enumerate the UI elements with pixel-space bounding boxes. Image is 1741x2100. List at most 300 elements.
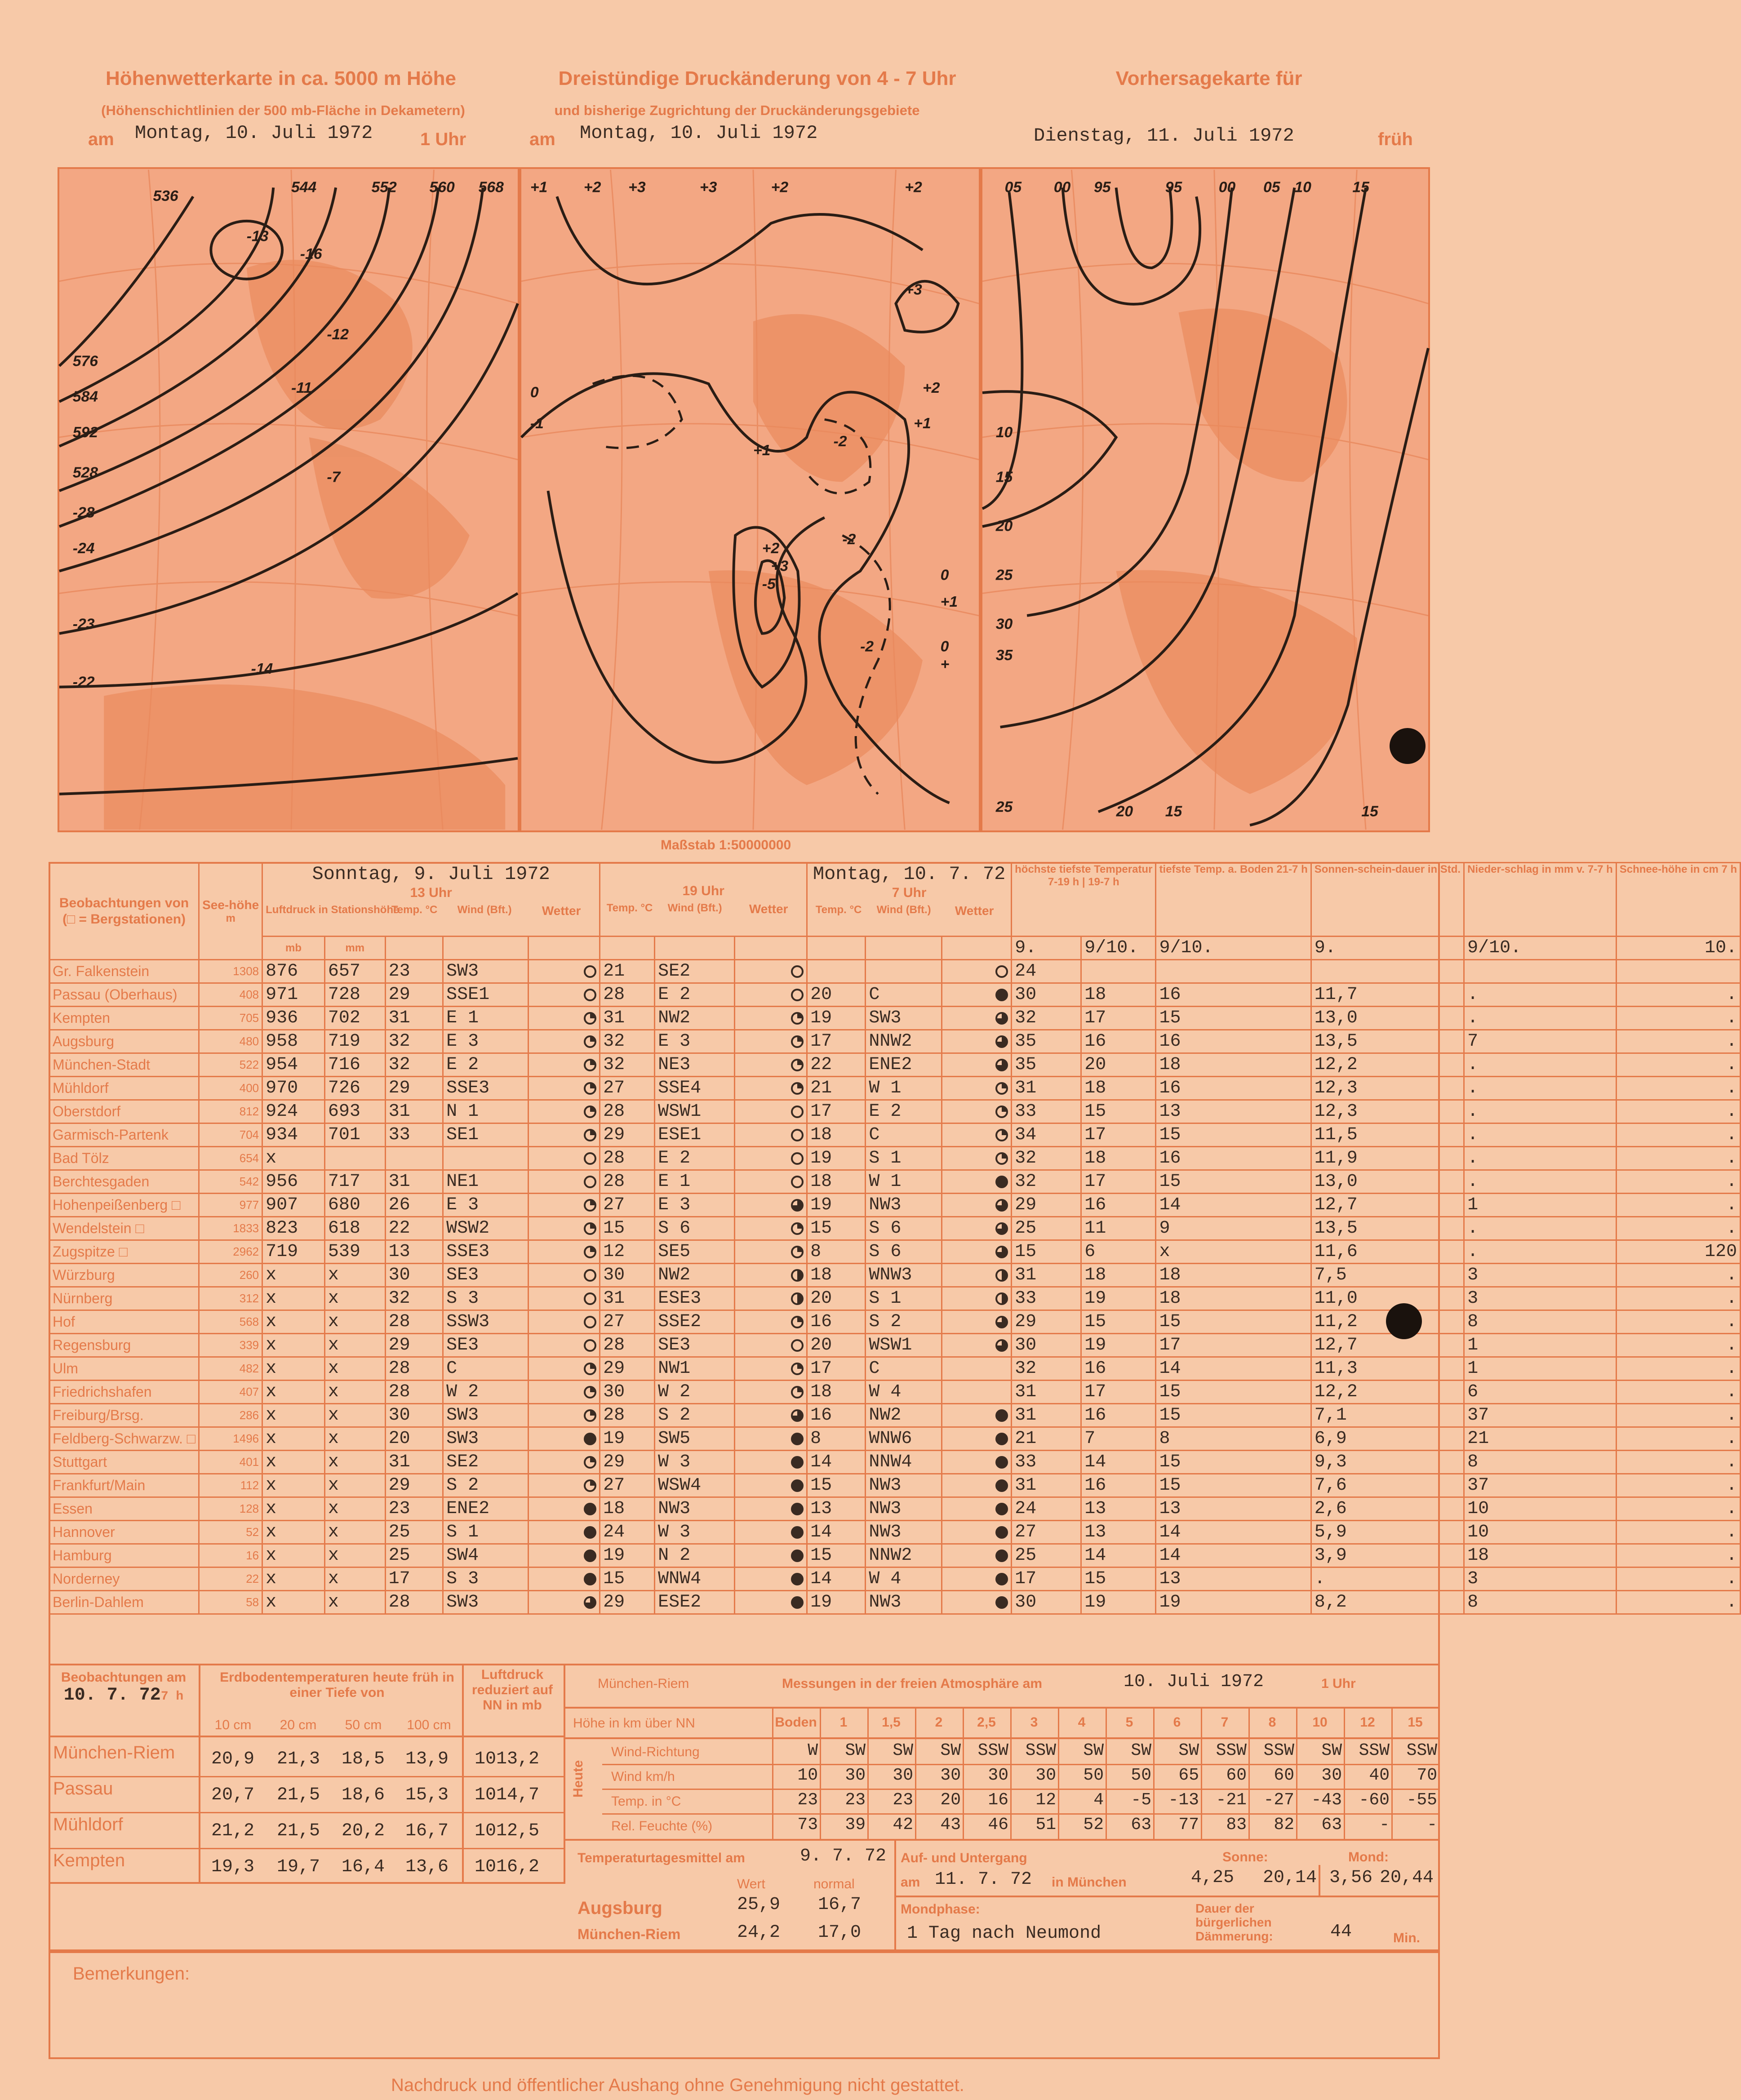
wind-19: S 2 [655, 1404, 735, 1427]
weather-7 [942, 1287, 1012, 1310]
temp-13: 28 [385, 1591, 443, 1614]
aero-value: 43 [940, 1815, 961, 1834]
sunshine: 12,7 [1311, 1334, 1464, 1357]
pressure-mm: x [324, 1381, 385, 1404]
weather-7 [942, 1427, 1012, 1451]
weather-7-icon [995, 1246, 1008, 1258]
temp-13 [385, 1147, 443, 1170]
soil-time: 7 h [160, 1690, 184, 1704]
weather-19 [734, 1310, 807, 1334]
snow: . [1616, 1170, 1740, 1194]
temp-7: 22 [807, 1053, 866, 1077]
mb-unit: mb [262, 937, 325, 960]
aero-value: 12 [1035, 1790, 1056, 1810]
temp-19: 30 [600, 1264, 655, 1287]
weather-7 [942, 1264, 1012, 1287]
wind-19: NW1 [655, 1357, 735, 1381]
sun-label: Sonne: [1222, 1850, 1268, 1865]
weather-13 [528, 1287, 600, 1310]
pressure-mm: 716 [324, 1053, 385, 1077]
map2-label-5: +2 [905, 178, 922, 196]
aero-title: Messungen in der freien Atmosphäre am [782, 1676, 1043, 1691]
temp-min: 19 [1081, 1287, 1156, 1310]
weather-7-icon [995, 1292, 1008, 1305]
soil-temp: 20,9 [211, 1749, 255, 1769]
aero-height-label: Höhe in km über NN [573, 1716, 695, 1731]
map2-label-11: +1 [753, 441, 771, 459]
temp-7: 14 [807, 1521, 866, 1544]
weather-13 [528, 1427, 600, 1451]
aero-value: 63 [1321, 1815, 1342, 1834]
soil-temp: 19,3 [211, 1857, 255, 1877]
date-min: 9/10. [1081, 937, 1156, 960]
map2-label-4: +2 [771, 178, 789, 196]
pressure-mb: 956 [262, 1170, 325, 1194]
sunshine: 7,5 [1311, 1264, 1464, 1287]
weather-19-icon [791, 1363, 804, 1375]
snow: . [1616, 1357, 1740, 1381]
map3-label-15: 20 [1116, 803, 1133, 820]
station-name: Wendelstein □ [49, 1217, 199, 1240]
temp-7: 8 [807, 1240, 866, 1264]
h2-spacer-3 [528, 937, 600, 960]
temp-13: 31 [385, 1100, 443, 1123]
aero-height: 15 [1408, 1715, 1423, 1730]
weather-7-icon [995, 1573, 1008, 1585]
station-name: Kempten [49, 1007, 199, 1030]
table-row [49, 1170, 1741, 1194]
temp-ground: 15 [1156, 1123, 1311, 1147]
weather-13 [528, 1007, 600, 1030]
map1-label-12: -22 [72, 673, 95, 691]
weather-13 [528, 1264, 600, 1287]
maxmin-sub: 7-19 h | 19-7 h [1048, 875, 1119, 888]
pressure-mb: x [262, 1147, 325, 1170]
temp-min: 19 [1081, 1591, 1156, 1614]
footer-note: Nachdruck und öffentlicher Aushang ohne Genehmigung nicht gestattet. [391, 2075, 964, 2095]
aero-height: 1,5 [882, 1715, 901, 1730]
soil-station-name: Mühldorf [53, 1815, 123, 1834]
table-row [49, 1264, 1741, 1287]
daemmerung: 44 [1330, 1922, 1352, 1942]
temp-19: 27 [600, 1077, 655, 1100]
table-row [49, 1427, 1741, 1451]
map2-label-18: 0 [940, 566, 949, 584]
temp-7: 20 [807, 1287, 866, 1310]
temp-19: 28 [600, 1100, 655, 1123]
wind-13: S 1 [443, 1521, 529, 1544]
pressure-mb: 719 [262, 1240, 325, 1264]
temp-max: 31 [1012, 1264, 1081, 1287]
weather-7-icon [995, 1409, 1008, 1422]
precip: 1 [1464, 1194, 1617, 1217]
precip: . [1464, 1170, 1617, 1194]
temp-max: 30 [1012, 1334, 1081, 1357]
map1-subtitle: (Höhenschichtlinien der 500 mb-Fläche in Dekametern) [101, 102, 465, 118]
station-name: Ulm [49, 1357, 199, 1381]
pressure-mm: 657 [324, 960, 385, 983]
weather-19 [734, 1334, 807, 1357]
temp-19: 27 [600, 1310, 655, 1334]
map1-label-0: 536 [153, 187, 178, 205]
soil-station-name: München-Riem [53, 1743, 175, 1763]
date-boden: 9/10. [1156, 937, 1311, 960]
sunshine: 12,3 [1311, 1100, 1464, 1123]
aero-value: 46 [988, 1815, 1008, 1834]
weather-13 [528, 1497, 600, 1521]
weather-7 [942, 1053, 1012, 1077]
station-name: Frankfurt/Main [49, 1474, 199, 1497]
wind-19: N 2 [655, 1544, 735, 1567]
sunshine: . [1311, 1567, 1464, 1591]
pressure-mb: x [262, 1451, 325, 1474]
pressure-mb: x [262, 1381, 325, 1404]
weather-13 [528, 1147, 600, 1170]
aero-row-divider [602, 1764, 1440, 1765]
station-height: 339 [199, 1334, 262, 1357]
date-snow: 10. [1616, 937, 1740, 960]
wetter19-label: Wetter [749, 902, 788, 916]
temp-max: 25 [1012, 1217, 1081, 1240]
wind-13: SW3 [443, 1404, 529, 1427]
map1-label-5: 576 [72, 352, 98, 370]
table-row [49, 1030, 1741, 1053]
precip: . [1464, 1077, 1617, 1100]
soil-temp: 16,7 [405, 1821, 449, 1841]
pressure-mb: 954 [262, 1053, 325, 1077]
station-height: 286 [199, 1404, 262, 1427]
temp-ground: 9 [1156, 1217, 1311, 1240]
weather-13-icon [584, 1526, 596, 1539]
aero-value: 83 [1226, 1815, 1247, 1834]
weather-19-icon [791, 1059, 804, 1071]
map2-label-16: +1 [940, 593, 958, 611]
soil-temp: 20,7 [211, 1785, 255, 1805]
weather-19-icon [791, 1573, 804, 1585]
temp-7: 18 [807, 1170, 866, 1194]
weather-7 [942, 1334, 1012, 1357]
temp-7: 21 [807, 1077, 866, 1100]
aero-value: 42 [893, 1815, 913, 1834]
wind-7: NW2 [866, 1404, 942, 1427]
map3-label-1: 00 [1053, 178, 1071, 196]
weather-7 [942, 1170, 1012, 1194]
aero-station: München-Riem [598, 1676, 689, 1691]
temp-7: 17 [807, 1100, 866, 1123]
station-height: 112 [199, 1474, 262, 1497]
weather-19 [734, 1381, 807, 1404]
soil-date-line [54, 1685, 193, 1705]
weather-7 [942, 1591, 1012, 1614]
pressure-mm: 701 [324, 1123, 385, 1147]
soil-temp: 16,4 [342, 1857, 385, 1877]
h2-spacer-2 [443, 937, 529, 960]
temp-13: 25 [385, 1544, 443, 1567]
map2-label-13: +2 [762, 540, 780, 557]
station-height: 1308 [199, 960, 262, 983]
station-name: Gr. Falkenstein [49, 960, 199, 983]
tm-station: Augsburg [577, 1898, 662, 1918]
table-row [49, 1357, 1741, 1381]
weather-19-icon [791, 965, 804, 978]
weather-19-icon [791, 1199, 804, 1212]
temp-7: 14 [807, 1451, 866, 1474]
table-row [49, 1567, 1741, 1591]
wind-7: C [866, 1123, 942, 1147]
weather-13 [528, 1381, 600, 1404]
weather-7 [942, 1474, 1012, 1497]
sunshine: 3,9 [1311, 1544, 1464, 1567]
map3-label-11: 25 [995, 566, 1013, 584]
weather-19-icon [791, 1082, 804, 1095]
aero-value: 51 [1035, 1815, 1056, 1834]
map1-label-6: 584 [72, 388, 98, 405]
snow: . [1616, 1567, 1740, 1591]
precip: 1 [1464, 1357, 1617, 1381]
weather-7 [942, 1147, 1012, 1170]
sunshine: 9,3 [1311, 1451, 1464, 1474]
hole-punch-bottom [1386, 1303, 1422, 1339]
snow: . [1616, 1053, 1740, 1077]
temp-19: 29 [600, 1451, 655, 1474]
temp19-label: Temp. °C [606, 902, 653, 914]
snow: . [1616, 1404, 1740, 1427]
pressure-mb: x [262, 1497, 325, 1521]
temp-7: 13 [807, 1497, 866, 1521]
weather-13 [528, 1217, 600, 1240]
weather-7-icon [995, 1035, 1008, 1048]
temp-max: 32 [1012, 1357, 1081, 1381]
temp-min: 16 [1081, 1357, 1156, 1381]
map1-label-16: -11 [291, 379, 312, 396]
sunday-date: Sonntag, 9. Juli 1972 [312, 863, 550, 885]
temp-7: 18 [807, 1123, 866, 1147]
temp-ground: 16 [1156, 1147, 1311, 1170]
aero-row-divider [602, 1789, 1440, 1790]
weather-19-icon [791, 1479, 804, 1492]
temp-7: 20 [807, 1334, 866, 1357]
wind-13: C [443, 1357, 529, 1381]
map2-label-7: +2 [922, 379, 940, 396]
aero-height: 10 [1312, 1715, 1328, 1730]
map2-label-6: +3 [905, 281, 922, 298]
temp-13: 23 [385, 960, 443, 983]
pressure-mb: x [262, 1287, 325, 1310]
aero-divider-top [565, 1707, 1440, 1709]
weather-7 [942, 1521, 1012, 1544]
tagesmittel-title: Temperaturtagesmittel am [577, 1851, 745, 1865]
weather-7 [942, 960, 1012, 983]
h2-spacer-5 [655, 937, 735, 960]
station-name: Stuttgart [49, 1451, 199, 1474]
precip: 3 [1464, 1567, 1617, 1591]
temp-max: 27 [1012, 1521, 1081, 1544]
wind-19: SSE2 [655, 1310, 735, 1334]
wind-13: ENE2 [443, 1497, 529, 1521]
pressure-mm: 717 [324, 1170, 385, 1194]
temp-max: 30 [1012, 983, 1081, 1007]
aero-value: 30 [1035, 1766, 1056, 1785]
soil-temp: 21,5 [277, 1785, 320, 1805]
tm-normal: 17,0 [818, 1922, 862, 1943]
weather-13-icon [584, 1573, 596, 1585]
temp-7: 15 [807, 1217, 866, 1240]
temp-max: 24 [1012, 960, 1081, 983]
aero-value: 65 [1178, 1766, 1199, 1785]
wind-7: NW3 [866, 1474, 942, 1497]
time-13: 13 Uhr [410, 885, 452, 900]
pressure-mb: x [262, 1334, 325, 1357]
weather-19 [734, 1497, 807, 1521]
weather-19-icon [791, 1596, 804, 1609]
sunmoon-title: Auf- und Untergang [901, 1851, 1027, 1865]
aero-value: SSW [1216, 1741, 1247, 1760]
temp-ground: 15 [1156, 1404, 1311, 1427]
wind-19: ESE3 [655, 1287, 735, 1310]
temp-7: 15 [807, 1544, 866, 1567]
wind-19: W 3 [655, 1451, 735, 1474]
weather-7-icon [995, 1596, 1008, 1609]
aero-value: SW [1321, 1741, 1342, 1760]
temp-13: 13 [385, 1240, 443, 1264]
wind-19: SE5 [655, 1240, 735, 1264]
temp-min: 17 [1081, 1381, 1156, 1404]
temp-ground: 15 [1156, 1170, 1311, 1194]
temp-min: 17 [1081, 1007, 1156, 1030]
precip: 10 [1464, 1521, 1617, 1544]
pressure-mb: x [262, 1404, 325, 1427]
station-height: 568 [199, 1310, 262, 1334]
weather-7-icon [995, 1316, 1008, 1328]
temp-max: 34 [1012, 1123, 1081, 1147]
temp-19: 27 [600, 1194, 655, 1217]
weather-7-icon [995, 1433, 1008, 1445]
station-height: 1496 [199, 1427, 262, 1451]
temp-max: 35 [1012, 1030, 1081, 1053]
temp-min: 6 [1081, 1240, 1156, 1264]
wind-7: NW3 [866, 1497, 942, 1521]
weather-7-icon [995, 1479, 1008, 1492]
tm-wert: 25,9 [737, 1895, 781, 1915]
soil-station-name: Passau [53, 1779, 113, 1798]
soil-row-divider [49, 1776, 565, 1777]
map2-title: Dreistündige Druckänderung von 4 - 7 Uhr [558, 67, 956, 89]
station-height: 407 [199, 1381, 262, 1404]
temp-13: 30 [385, 1404, 443, 1427]
wind-13: SE3 [443, 1264, 529, 1287]
wind-7: W 1 [866, 1170, 942, 1194]
col-station-note: (□ = Bergstationen) [62, 911, 186, 927]
aero-value: SW [845, 1741, 866, 1760]
temp-7 [807, 960, 866, 983]
weather-13-icon [584, 1503, 596, 1515]
map1-labels [73, 178, 504, 690]
map2-label-17: -5 [762, 575, 776, 593]
maxmin-label: höchste tiefste Temperatur [1015, 863, 1153, 875]
aero-value: 70 [1417, 1766, 1437, 1785]
aero-value: 39 [845, 1815, 866, 1834]
temp-13: 28 [385, 1310, 443, 1334]
map1-label-17: -7 [327, 468, 341, 486]
weather-19-icon [791, 1339, 804, 1352]
station-name: Feldberg-Schwarzw. □ [49, 1427, 199, 1451]
pressure-mm: x [324, 1310, 385, 1334]
wind-13: NE1 [443, 1170, 529, 1194]
aero-value: 60 [1226, 1766, 1247, 1785]
station-height: 482 [199, 1357, 262, 1381]
weather-13 [528, 983, 600, 1007]
temp-13: 28 [385, 1381, 443, 1404]
wind-19: ESE1 [655, 1123, 735, 1147]
aero-row-label: Wind-Richtung [611, 1745, 700, 1759]
weather-7 [942, 1404, 1012, 1427]
wind-13: SW3 [443, 960, 529, 983]
temp-ground: 14 [1156, 1194, 1311, 1217]
wind-19: NW3 [655, 1497, 735, 1521]
pressure-mm: x [324, 1404, 385, 1427]
weather-19 [734, 1287, 807, 1310]
temp-min: 15 [1081, 1567, 1156, 1591]
weather-13-icon [584, 1152, 596, 1165]
weather-7 [942, 983, 1012, 1007]
moonphase-label: Mondphase: [901, 1902, 980, 1917]
aero-value: -60 [1359, 1790, 1390, 1810]
pressure-mm: x [324, 1264, 385, 1287]
pressure-mm [324, 1147, 385, 1170]
weather-13 [528, 1053, 600, 1077]
temp-ground: 13 [1156, 1567, 1311, 1591]
weather-19 [734, 983, 807, 1007]
map2-label-9: 0 [530, 383, 539, 401]
temp-19: 31 [600, 1007, 655, 1030]
temp-7: 19 [807, 1194, 866, 1217]
wind-19: E 2 [655, 1147, 735, 1170]
temp-min: 18 [1081, 983, 1156, 1007]
weather-13 [528, 1194, 600, 1217]
weather-13-icon [584, 1596, 596, 1609]
sunmoon-am: am [901, 1875, 920, 1890]
map1-am: am [88, 129, 114, 149]
station-height: 654 [199, 1147, 262, 1170]
weather-7-icon [995, 1339, 1008, 1352]
rain-header [1464, 863, 1617, 937]
soil-row-divider [49, 1812, 565, 1813]
date-sunshine: 9. [1311, 937, 1464, 960]
map3-label-13: 35 [995, 647, 1013, 664]
map-vorhersagekarte [981, 167, 1430, 832]
aero-value: 77 [1178, 1815, 1199, 1834]
station-height: 408 [199, 983, 262, 1007]
aero-value: SW [1131, 1741, 1151, 1760]
precip: 7 [1464, 1030, 1617, 1053]
map1-date: Montag, 10. Juli 1972 [135, 122, 373, 144]
sunshine: 2,6 [1311, 1497, 1464, 1521]
map3-time: früh [1378, 129, 1413, 149]
temp-19: 28 [600, 983, 655, 1007]
wind-13: SW3 [443, 1591, 529, 1614]
temp-13: 30 [385, 1264, 443, 1287]
station-name: Berchtesgaden [49, 1170, 199, 1194]
snow: . [1616, 1264, 1740, 1287]
snow: . [1616, 1427, 1740, 1451]
wind-7: WNW6 [866, 1427, 942, 1451]
h2-spacer-8 [866, 937, 942, 960]
temp-13: 17 [385, 1567, 443, 1591]
weather-19-icon [791, 1012, 804, 1025]
precip: . [1464, 1123, 1617, 1147]
weather-13-icon [584, 1409, 596, 1422]
snow: . [1616, 1217, 1740, 1240]
